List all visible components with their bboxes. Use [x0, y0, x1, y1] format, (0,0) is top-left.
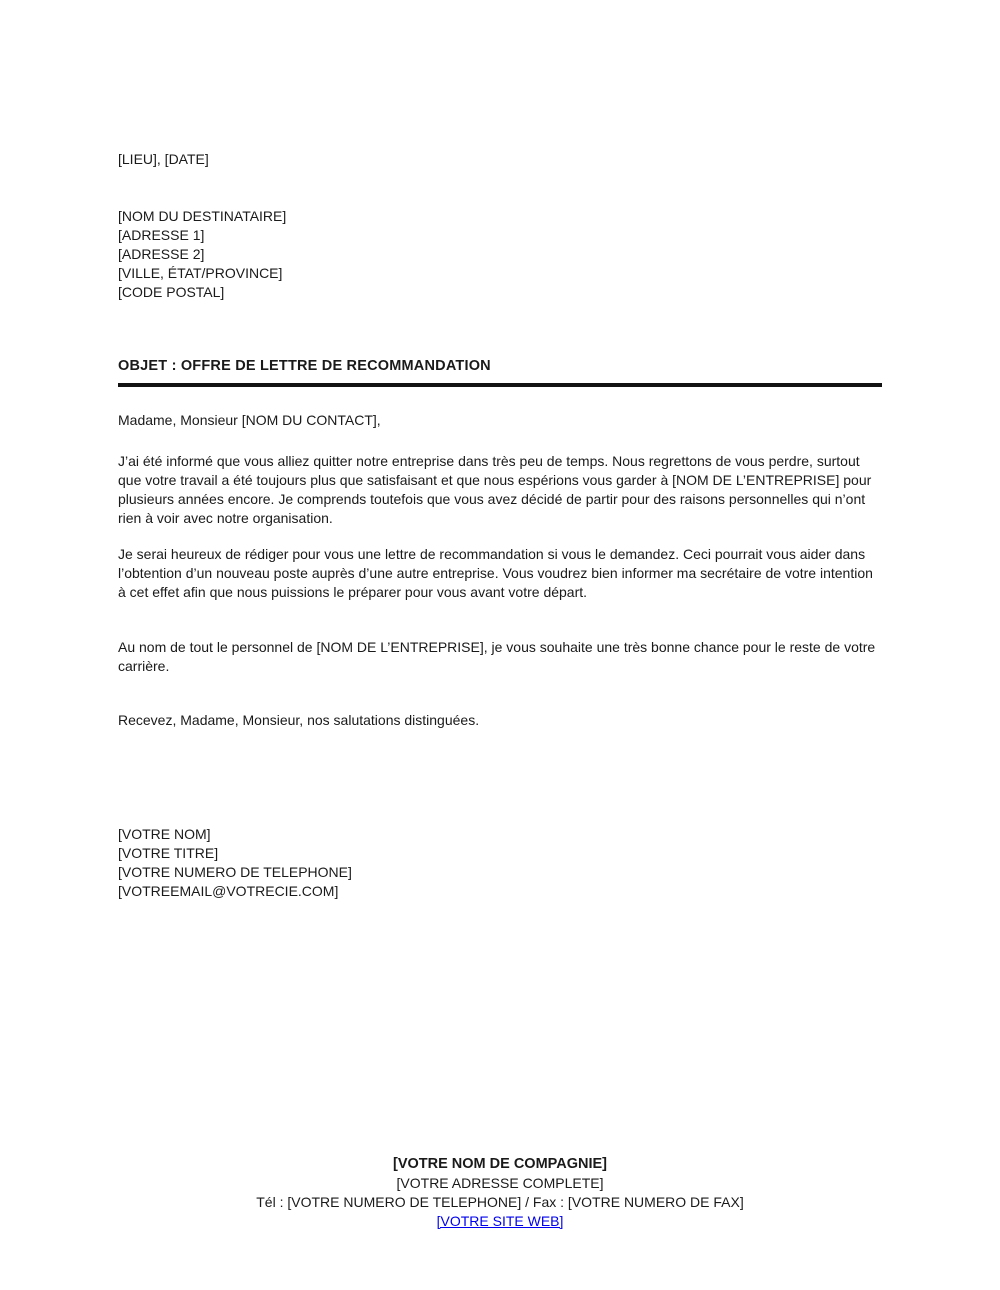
footer-company-address: [VOTRE ADRESSE COMPLETE]: [396, 1175, 604, 1191]
body-paragraph-3: Au nom de tout le personnel de [NOM DE L’ENTREPRISE], je vous souhaite une très bonne chance pour le reste de votre carrière.: [118, 639, 876, 674]
closing-salutation-line: Recevez, Madame, Monsieur, nos salutations distinguées.: [118, 712, 480, 728]
subject-block: [118, 357, 882, 387]
footer-phone-fax-line: Tél : [VOTRE NUMERO DE TELEPHONE] / Fax : [VOTRE NUMERO DE FAX]: [256, 1194, 744, 1210]
sender-email-line: [VOTREEMAIL@VOTRECIE.COM]: [118, 883, 339, 899]
recipient-name-line: [NOM DU DESTINATAIRE]: [118, 208, 287, 224]
sender-phone-line: [VOTRE NUMERO DE TELEPHONE]: [118, 864, 352, 880]
signature-block: [118, 825, 882, 901]
body-paragraph-2: Je serai heureux de rédiger pour vous une lettre de recommandation si vous le demandez. Ceci pourrait vous aider dans l’obtention d’un nouveau poste auprès d’une autre entreprise. Vous voudrez bien informer ma secrétaire de votre intention à cet effet afin que nous puissions le préparer pour vous avant votre départ.: [118, 546, 873, 600]
subject-line: OBJET : OFFRE DE LETTRE DE RECOMMANDATION: [118, 358, 491, 374]
footer-company-name: [VOTRE NOM DE COMPAGNIE]: [392, 1156, 607, 1172]
place-date-line: [LIEU], [DATE]: [118, 151, 209, 167]
recipient-city-line: [VILLE, ÉTAT/PROVINCE]: [118, 265, 283, 281]
recipient-postal-line: [CODE POSTAL]: [118, 284, 225, 300]
recipient-address-block: [118, 207, 882, 302]
sender-name-line: [VOTRE NOM]: [118, 826, 211, 842]
recipient-address1-line: [ADRESSE 1]: [118, 227, 205, 243]
footer-website-link[interactable]: [VOTRE SITE WEB]: [436, 1213, 564, 1229]
recipient-address2-line: [ADRESSE 2]: [118, 246, 205, 262]
body-paragraph-1: J’ai été informé que vous alliez quitter notre entreprise dans très peu de temps. Nous regrettons de vous perdre, surtout que votre travail a été toujours plus que satisfaisant et que nous espérions vous garder à [NOM DE L’ENTREPRISE] pour plusieurs années encore. Je comprends toutefois que vous avez décidé de partir pour des raisons personnelles qui n’ont rien à voir avec notre organisation.: [118, 453, 872, 526]
company-footer: [0, 1155, 1000, 1231]
subject-divider-rule: [118, 383, 882, 387]
sender-title-line: [VOTRE TITRE]: [118, 845, 219, 861]
salutation-line: Madame, Monsieur [NOM DU CONTACT],: [118, 412, 381, 428]
